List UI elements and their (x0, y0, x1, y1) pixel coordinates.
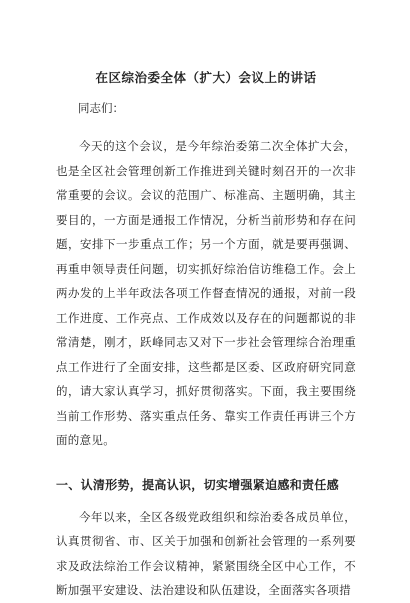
salutation: 同志们： (78, 101, 124, 115)
body-paragraph: 今天的这个会议，是今年综治委第二次全体扩大会，也是全区社会管理创新工作推进到关键时刻召开的一次非常重要的会议。会议的范围广、标准高、主题明确，其主要目的，一方面是通报工作情况，分析当前形势和存在问题，安排下一步重点工作；另一个方面，就是要再强调、再重申领导责任问题，切实抓好综治信访维稳工作。会上两办发的上半年政法各项工作督查情况的通报，对前一段工作进度、工作亮点、工作成效以及存在的问题都说的非常清楚，刚才，跃峰同志又对下一步社会管理综合治理重点工作进行了全面安排，这些都是区委、区政府研究同意的，请大家认真学习，抓好贯彻落实。下面，我主要围绕当前工作形势、落实重点任务、靠实工作责任再讲三个方面的意见。 (56, 139, 356, 447)
paragraph-spacer (56, 453, 356, 465)
section-paragraph: 今年以来，全区各级党政组织和综治委各成员单位，认真贯彻省、市、区关于加强和创新社会管理的一系列要求及政法综治工作会议精神，紧紧围绕全区中心工作，不断加强平安建设、法治建设和队伍建设，全面落实各项措 (56, 509, 356, 597)
document-title: 在区综治委全体（扩大）会议上的讲话 (95, 70, 317, 85)
section-heading: 一、认清形势，提高认识，切实增强紧迫感和责任感 (56, 477, 339, 492)
